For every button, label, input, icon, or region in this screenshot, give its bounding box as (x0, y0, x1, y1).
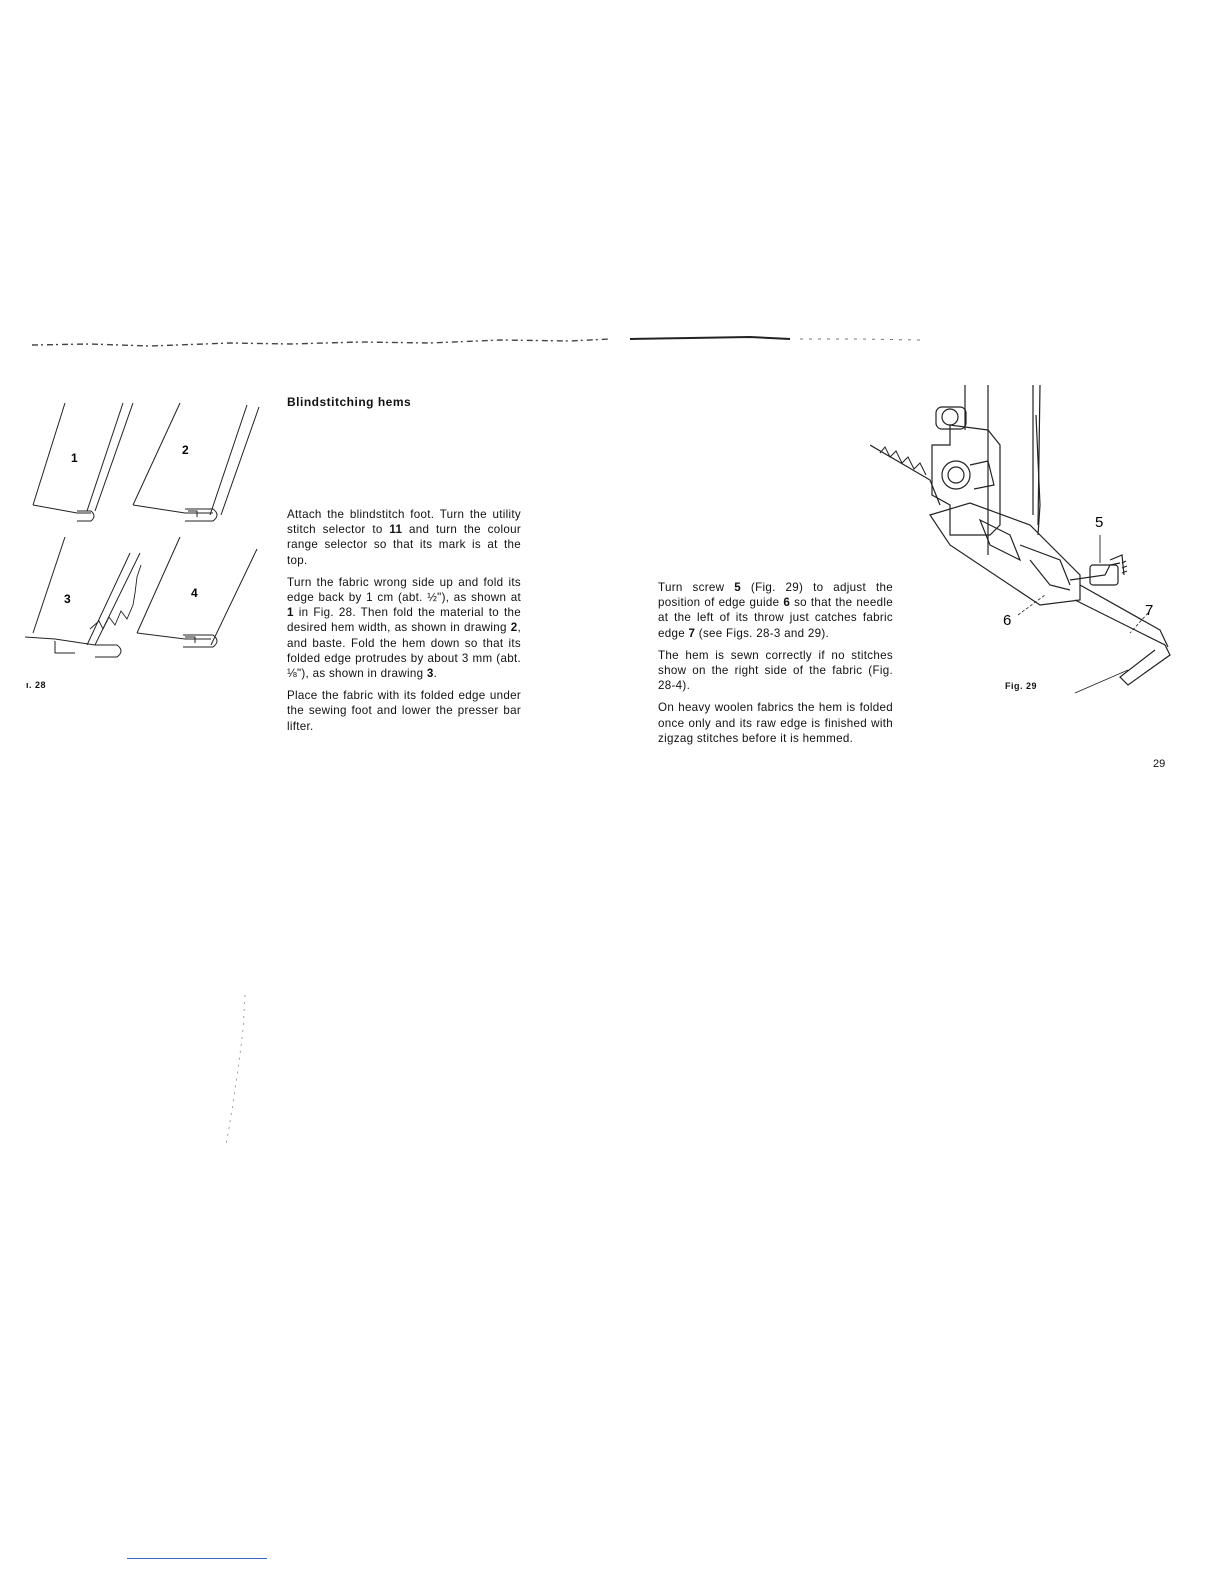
column1-paragraph-2: Turn the fabric wrong side up and fold its edge back by 1 cm (abt. ½"), as shown at 1 in Fig. 28. Then fold the material to the desired hem width, as shown in drawing 2, and baste. Fold the hem down so that its folded edge protrudes by about 3 mm (abt. ⅛"), as shown in drawing 3. (287, 575, 521, 681)
column2-paragraph-1: Turn screw 5 (Fig. 29) to adjust the position of edge guide 6 so that the needle at the left of its throw just catches fabric edge 7 (see Figs. 28-3 and 29). (658, 581, 893, 640)
text-column-1 (287, 507, 521, 741)
column1-paragraph-3: Place the fabric with its folded edge under the sewing foot and lower the presser bar lifter. (287, 689, 521, 733)
callout-5: 5 (1095, 514, 1104, 531)
bottom-rule (127, 1558, 267, 1559)
fig-29-blindstitch-foot (870, 385, 1180, 705)
callout-6: 6 (1003, 612, 1012, 629)
fig-28-panel-2 (133, 403, 259, 521)
scan-edge-artifact (30, 330, 1100, 350)
column1-paragraph-1: Attach the blindstitch foot. Turn the utility stitch selector to 11 and turn the colour range selector so that its mark is at the top. (287, 508, 522, 567)
column2-paragraph-3: On heavy woolen fabrics the hem is folded once only and its raw edge is finished with zigzag stitches before it is hemmed. (658, 701, 893, 745)
fig-29-caption: Fig. 29 (1005, 681, 1038, 691)
fig-28-caption: ı. 28 (26, 680, 47, 690)
section-heading: Blindstitching hems (287, 395, 412, 409)
column2-paragraph-2: The hem is sewn correctly if no stitches show on the right side of the fabric (Fig. 28-4). (658, 648, 893, 693)
fig-28-panel-3 (25, 537, 141, 657)
callout-7: 7 (1145, 602, 1154, 619)
fig-28-label-3: 3 (64, 592, 71, 606)
page-number: 29 (1153, 758, 1166, 770)
fig-28-label-1: 1 (71, 451, 78, 465)
fig-28-label-4: 4 (191, 586, 198, 600)
fig-28-label-2: 2 (182, 443, 189, 457)
scan-artifact-marks (210, 990, 250, 1150)
fig-28-fold-diagrams (25, 395, 265, 685)
text-column-2 (658, 580, 893, 753)
fig-28-panel-1 (33, 403, 133, 521)
